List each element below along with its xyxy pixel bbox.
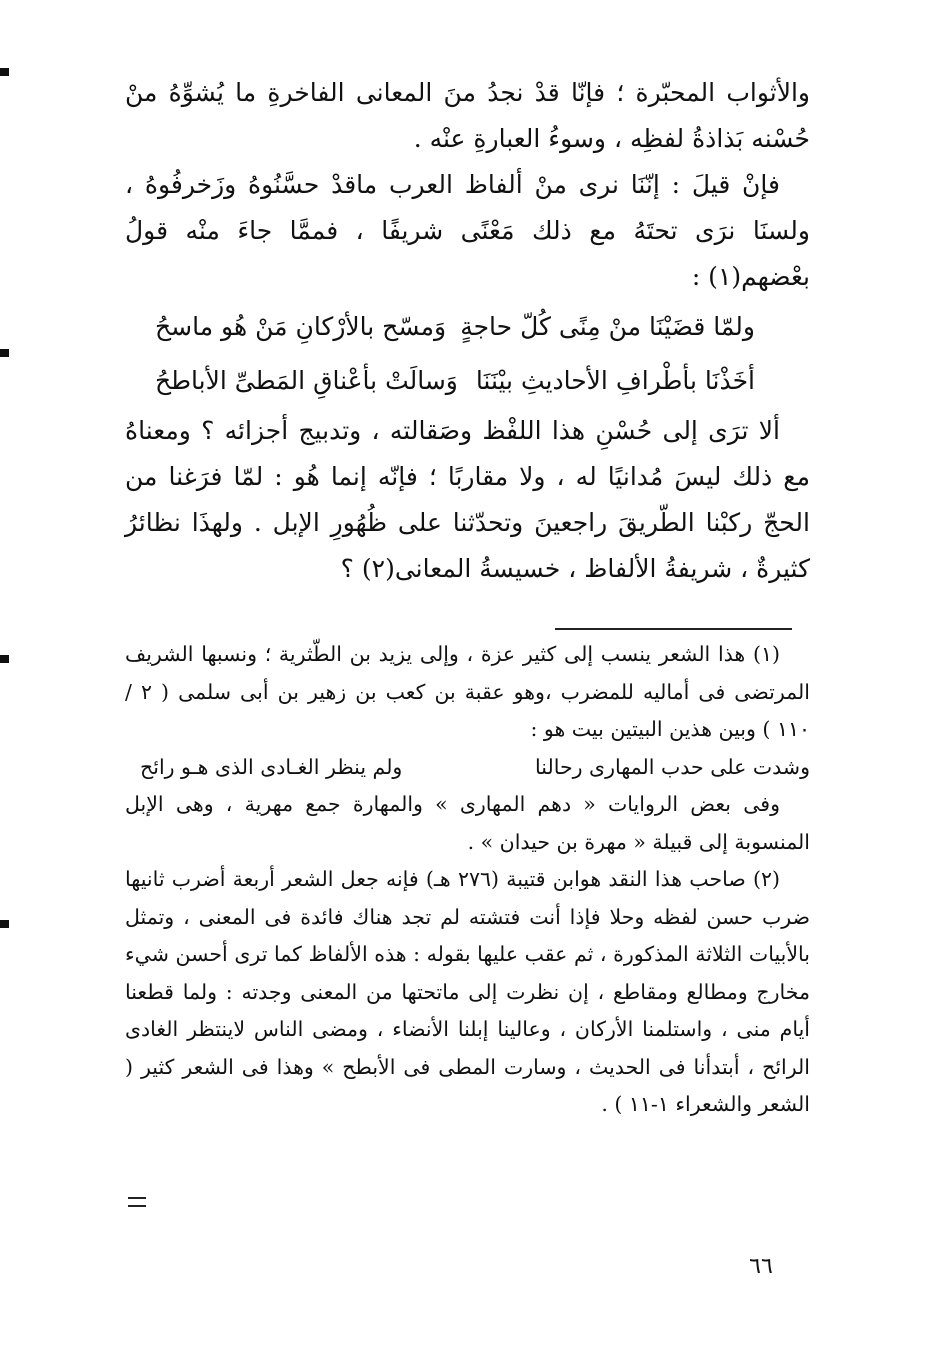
verse-1-second-hemistich: وَمسّح بالأرْكانِ مَنْ هُو ماسحُ bbox=[155, 312, 447, 341]
footnote-divider bbox=[555, 628, 792, 630]
paragraph-2: فإنْ قيلَ : إنّنَا نرى منْ ألفاظ العرب ماقدْ حسَّنُوهُ وزَخرفُوهُ ، ولسنَا نرَى تحتَهُ مع ذلك مَعْنًى شريفًا ، فممَّا جاءَ منْه قولُ بعْضهم(١) : bbox=[125, 170, 810, 291]
footnote-1-verse bbox=[140, 749, 810, 787]
footnote-verse-second-hemistich: ولم ينظر الغـادى الذى هـو رائح bbox=[140, 754, 403, 779]
footnotes bbox=[125, 636, 810, 1124]
verse-line-2 bbox=[155, 354, 755, 408]
paragraph-1: والأثواب المحبّرة ؛ فإنّا قدْ نجدُ منَ المعانى الفاخرةِ ما يُشوِّهُ منْ حُسْنه بَذاذةُ لفظِه ، وسوءُ العبارةِ عنْه . bbox=[125, 78, 810, 153]
verse-2-first-hemistich: أخَذْنَا بأطْرافِ الأحاديثِ بيْنَنَا bbox=[475, 366, 755, 395]
main-text bbox=[125, 70, 810, 592]
verse-line-1 bbox=[155, 300, 755, 354]
scan-edge-mark bbox=[0, 68, 9, 76]
continuation-mark bbox=[128, 1197, 146, 1207]
footnote-1-tail: وفى بعض الروايات « دهم المهارى » والمهارة جمع مهرية ، وهى الإبل المنسوبة إلى قبيلة « مهرة بن حيدان » . bbox=[125, 792, 810, 854]
scan-edge-mark bbox=[0, 920, 9, 928]
footnote-verse-first-hemistich: وشدت على حدب المهارى رحالنا bbox=[535, 754, 810, 779]
footnote-2: (٢) صاحب هذا النقد هوابن قتيبة (٢٧٦ هـ) فإنه جعل الشعر أربعة أضرب ثانيها ضرب حسن لفظه وحلا فإذا أنت فتشته لم تجد هناك فائدة فى المعنى ، وتمثل بالأبيات الثلاثة المذكورة ، ثم عقب عليها بقوله : هذه الألفاظ كما ترى أحسن شيء مخارج ومطالع ومقاطع ، إن نظرت إلى ماتحتها من المعنى وجدته : ولما قطعنا أيام منى ، واستلمنا الأركان ، وعالينا إبلنا الأنضاء ، ومضى الناس لاينتظر الغادى الرائح ، أبتدأنا فى الحديث ، وسارت المطى فى الأبطح » وهذا فى الشعر كثير ( الشعر والشعراء ١-١١ ) . bbox=[125, 867, 810, 1116]
verse-2-second-hemistich: وَسالَتْ بأعْناقِ المَطىِّ الأباطحُ bbox=[155, 366, 458, 395]
footnote-1: (١) هذا الشعر ينسب إلى كثير عزة ، وإلى يزيد بن الطّثرية ؛ ونسبها الشريف المرتضى فى أماليه للمضرب ،وهو عقبة بن كعب بن زهير بن أبى سلمى ( ٢ / ١١٠ ) وبين هذين البيتين بيت هو : bbox=[125, 642, 810, 741]
paragraph-3: ألا ترَى إلى حُسْنِ هذا اللفْظ وصَقالته ، وتدبيج أجزائه ؟ ومعناهُ مع ذلك ليسَ مُدانيًا له ، ولا مقاربًا ؛ فإنّه إنما هُو : لمّا فرَغنا من الحجّ ركبْنا الطّريقَ راجعينَ وتحدّثنا على ظُهُورِ الإبل . ولهذَا نظائرُ كثيرةٌ ، شريفةُ الألفاظ ، خسيسةُ المعانى(٢) ؟ bbox=[125, 416, 810, 583]
scan-edge-mark bbox=[0, 349, 9, 357]
scan-edge-mark bbox=[0, 655, 9, 663]
verse-1-first-hemistich: ولمّا قضَيْنَا منْ مِنًى كُلّ حاجةٍ bbox=[460, 312, 755, 341]
page-number: ٦٦ bbox=[749, 1254, 773, 1279]
